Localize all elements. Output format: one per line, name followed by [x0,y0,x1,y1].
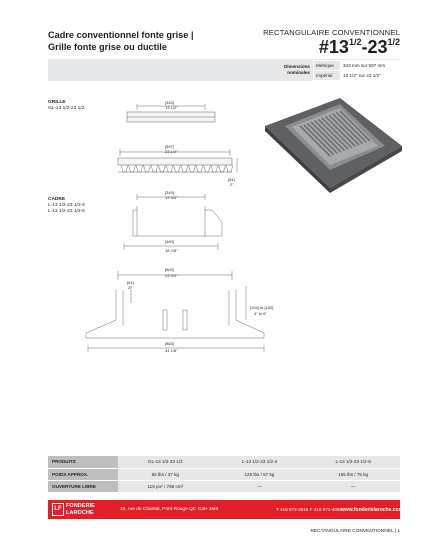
dim-key: Impérial [314,71,341,81]
grille-dim-top-imp: 13 1/2" [165,105,178,110]
cadre-code-1: L-13 1/2-23 1/2-4 [48,203,85,208]
cadre-side-view [86,271,264,352]
cadre-dim-lip: [51] [127,280,134,285]
dim-value: 343 mm sur 597 mm [341,61,400,71]
product-3d-render [265,98,402,193]
cadre-dim-height: [104] to [152] [250,305,274,310]
cadre-dim-inner: [349] [165,190,174,195]
grille-dim-side-imp: 23 1/2" [165,149,178,154]
specs-cell: 82 lbs / 37 kg [118,468,213,480]
size-prefix: #13 [318,37,349,57]
logo-text [66,503,95,516]
size-frac-2: 1/2 [387,37,400,47]
footer-address: 19, rue de Chantal, Pont-Rouge QC G3H 3M4 [120,507,219,512]
cadre-dim-top-imp: 23 3/4" [165,273,178,278]
specs-row-label: POIDS APPROX. [48,468,118,480]
grille-code: GL-13 1/2-23 1/2 [48,106,85,111]
category-label: RECTANGULAIRE CONVENTIONNEL [263,28,400,37]
specs-cell: 125 lbs / 57 kg [213,468,307,480]
specs-row-label: OUVERTURE LIBRE [48,480,118,492]
specs-cell: GL-13 1/2-23 1/2 [118,456,213,468]
cadre-dim-base-imp: 34 1/8" [165,348,178,353]
specs-cell: — [306,480,400,492]
cadre-title: CADRE [48,197,66,202]
specs-row [48,480,400,492]
cadre-dim-height-imp: 4" to 6" [254,311,267,316]
grille-dim-top: [343] [165,100,174,105]
grille-dim-height: [51] [228,177,235,182]
title-line-1: Cadre conventionnel fonte grise | [48,30,194,40]
specs-cell: L-13 1/2-23 1/2-4 [213,456,307,468]
dim-value: 13 1/2" sur 23 1/2" [341,71,400,81]
logo-mark: LF [52,503,64,516]
grille-dim-height-imp: 2" [230,182,234,187]
footer-bar [48,500,404,519]
dimensions-heading: Dimensions nominales [283,64,310,75]
specs-cell: 119 po² / 768 cm² [118,480,213,492]
cadre-code-2: L-13 1/2-23 1/2-6 [48,209,85,214]
cadre-dim-outer: [480] [165,239,174,244]
cadre-dim-top: [603] [165,267,174,272]
specs-cell: — [213,480,307,492]
specs-row [48,456,400,468]
dim-key: Métrique [314,61,341,71]
page-footer: RECTANGULAIRE CONVENTIONNEL | 1 [310,529,400,534]
product-specs-table [48,456,400,493]
specs-row-label: PRODUITS [48,456,118,468]
cadre-dim-outer-imp: 18 7/8" [165,248,178,253]
specs-row [48,468,400,480]
grille-title: GRILLE [48,100,66,105]
logo-line-2: LAROCHE [66,509,94,516]
title-line-2: Grille fonte grise ou ductile [48,42,167,52]
footer-website-link[interactable]: www.fonderielaroche.com [341,507,404,513]
size-mid: -23 [361,37,388,57]
cadre-dim-inner-imp: 13 3/4" [165,195,178,200]
size-frac-1: 1/2 [348,37,362,47]
specs-cell: 165 lbs / 75 kg [306,468,400,480]
footer-phone: T 418 873-2516 F 418 873-4669 [276,507,343,512]
logo-line-1: FONDERIE [66,503,95,509]
cadre-dim-base: [863] [165,341,174,346]
grille-dim-side: [597] [165,144,174,149]
specs-cell: L-13 1/2-23 1/2-6 [306,456,400,468]
cadre-dim-lip-imp: 2" [128,285,132,290]
